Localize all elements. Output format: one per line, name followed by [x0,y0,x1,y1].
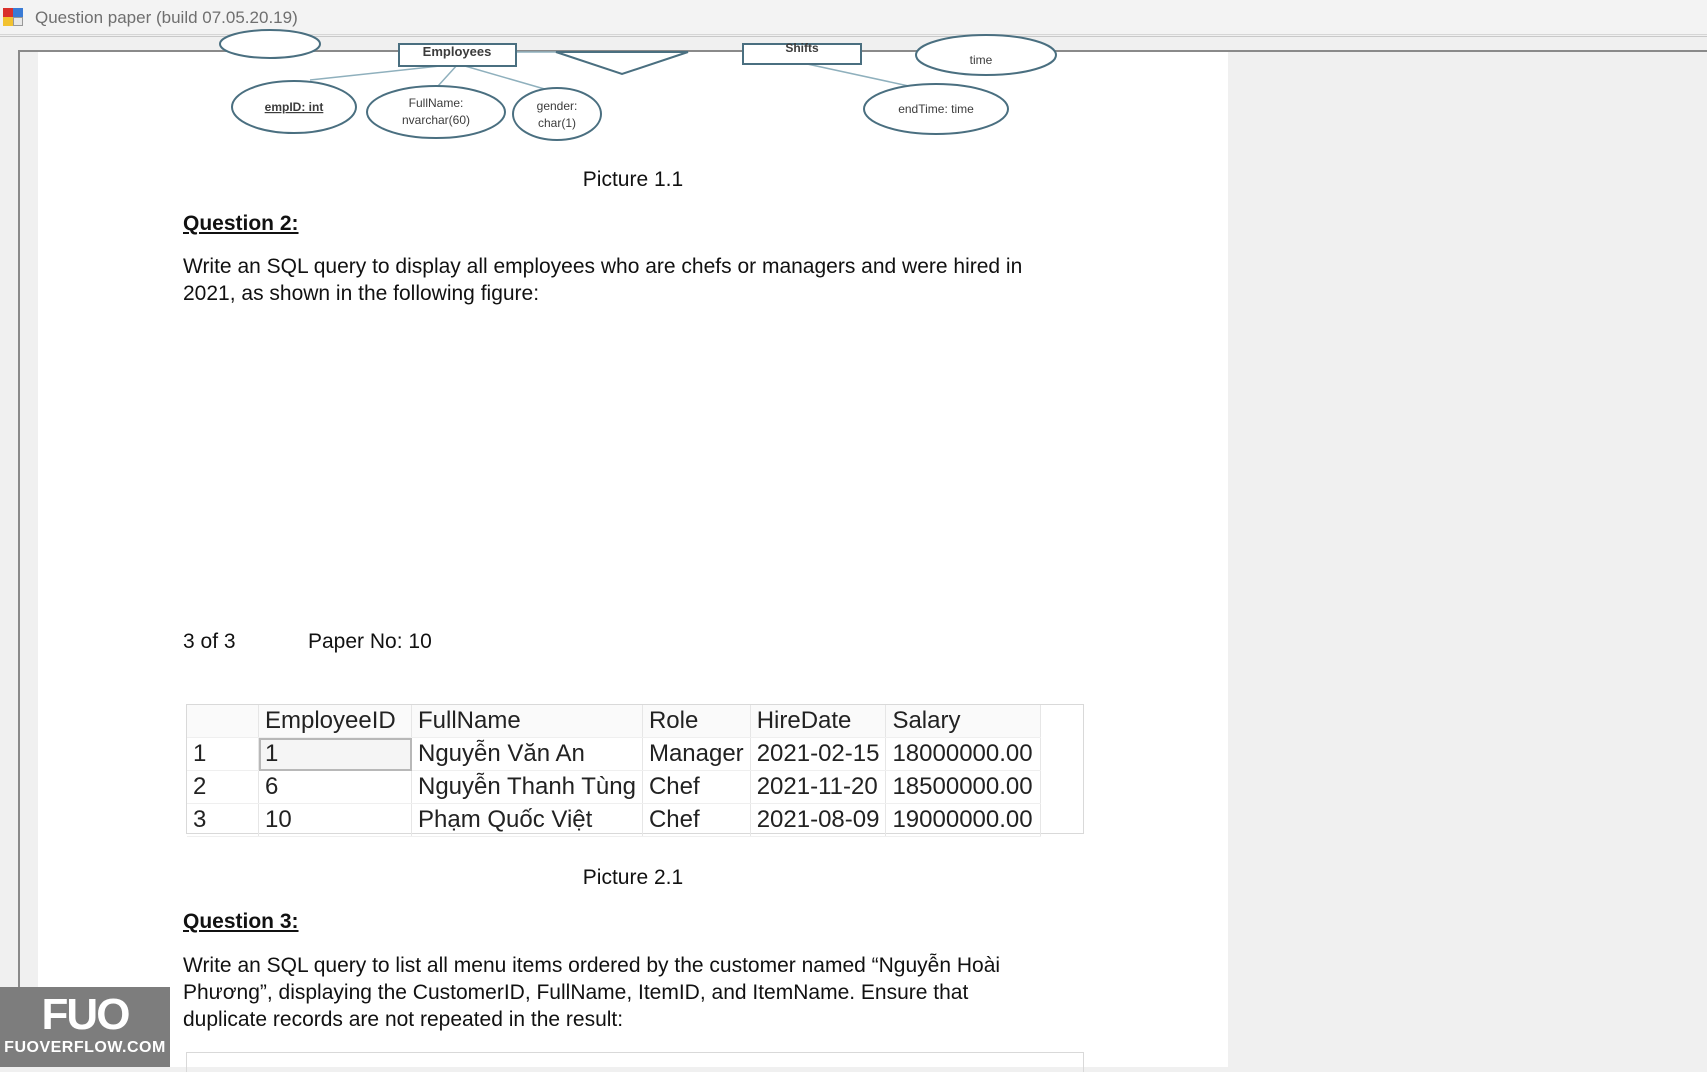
cell-fullname: Nguyễn Thanh Tùng [412,771,643,804]
cell-role: Manager [642,738,750,771]
cell-salary: 18500000.00 [886,771,1041,804]
cell-fullname: Nguyễn Văn An [412,738,643,771]
caption-picture-2-1: Picture 2.1 [582,866,684,889]
question-3-line-3: duplicate records are not repeated in the result: [183,1008,624,1031]
col-header-hiredate: HireDate [750,705,886,738]
svg-text:char(1): char(1) [537,116,577,130]
cell-salary: 18000000.00 [886,738,1041,771]
cell-employeeid: 6 [259,771,412,804]
cell-role: Chef [642,771,750,804]
question-3-line-1: Write an SQL query to list all menu items ordered by the customer named “Nguyễn Hoài [183,954,1001,977]
col-header-role: Role [642,705,750,738]
caption-picture-1-1: Picture 1.1 [582,168,684,191]
svg-text:empID: int: empID: int [264,100,324,114]
watermark-logo-text: FUO [41,990,129,1039]
row-number: 1 [187,738,259,771]
svg-text:time: time [969,53,993,67]
grid-header-row [187,705,1041,738]
cell-employeeid: 10 [259,804,412,837]
cell-hiredate: 2021-11-20 [750,771,886,804]
svg-text:Shifts: Shifts [785,41,819,55]
er-diagram [38,41,1228,152]
question-2-line-1: Write an SQL query to display all employees who are chefs or managers and were hired in [183,255,1023,278]
table-row [187,771,1041,804]
cell-role: Chef [642,804,750,837]
col-header-salary: Salary [886,705,1041,738]
svg-text:FullName:: FullName: [408,96,464,110]
page-footer [183,630,432,654]
relationship-diamond [556,52,688,74]
svg-text:gender:: gender: [536,99,578,113]
document-page [38,41,1228,1067]
paper-number: Paper No: 10 [308,630,432,653]
question-2-line-2: 2021, as shown in the following figure: [183,282,540,305]
result-grid [186,704,1084,834]
attr-gender [513,88,601,140]
row-number: 3 [187,804,259,837]
watermark-logo [0,987,170,1067]
row-number: 2 [187,771,259,804]
window-title: Question paper (build 07.05.20.19) [35,8,298,27]
page-number: 3 of 3 [183,630,236,653]
attr-fullname [367,86,505,138]
cell-employeeid: 1 [259,738,412,771]
question-3-heading: Question 3: [183,910,299,933]
cell-fullname: Phạm Quốc Việt [412,804,643,837]
cell-hiredate: 2021-08-09 [750,804,886,837]
watermark-site: FUOVERFLOW.COM [4,1039,166,1056]
cell-hiredate: 2021-02-15 [750,738,886,771]
question-3-text [183,952,1113,1033]
app-icon [3,8,23,26]
question-3-line-2: Phương”, displaying the CustomerID, FullName, ItemID, and ItemName. Ensure that [183,981,969,1004]
question-2-text [183,253,1113,307]
table-row [187,738,1041,771]
svg-text:nvarchar(60): nvarchar(60) [401,113,471,127]
row-number-header [187,705,259,738]
svg-text:endTime: time: endTime: time [898,102,974,116]
cell-salary: 19000000.00 [886,804,1041,837]
col-header-employeeid: EmployeeID [259,705,412,738]
table-row [187,804,1041,837]
svg-text:Employees: Employees [422,44,492,59]
result-grid-partial [186,1052,1084,1072]
question-2-heading: Question 2: [183,212,299,235]
col-header-fullname: FullName [412,705,643,738]
